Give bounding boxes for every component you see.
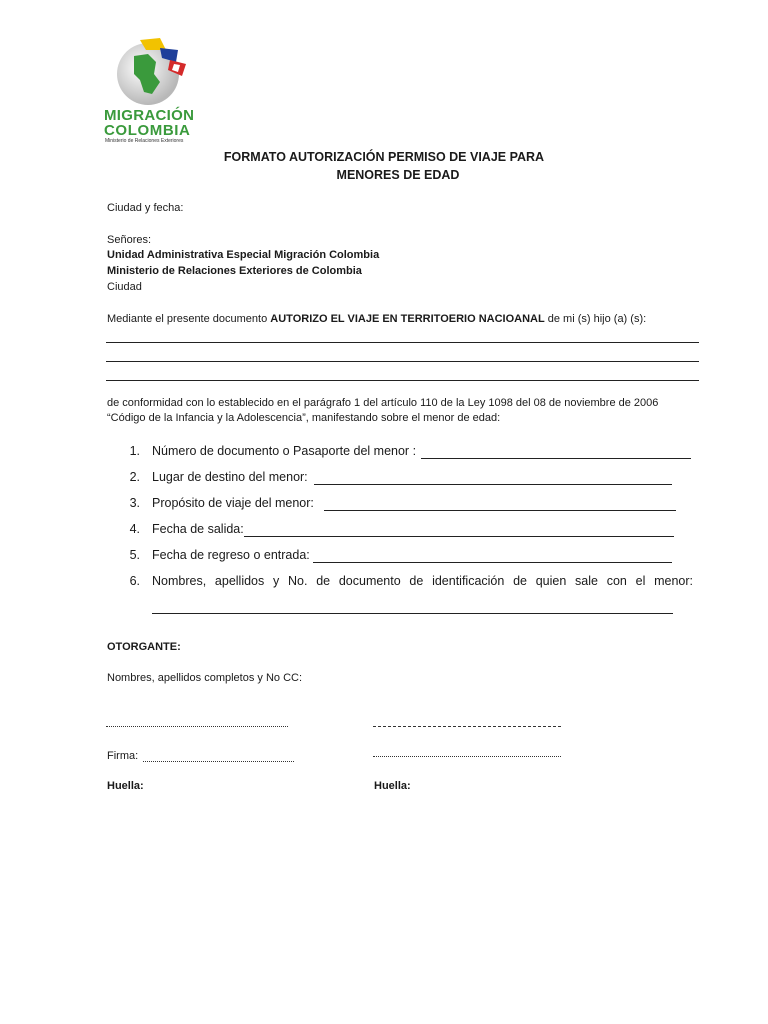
- authorization-suffix: de mi (s) hijo (a) (s):: [544, 313, 647, 325]
- document-title-line1: FORMATO AUTORIZACIÓN PERMISO DE VIAJE PARA: [223, 150, 545, 164]
- child-name-line-3[interactable]: [106, 380, 699, 381]
- recipient-line1: Unidad Administrativa Especial Migración Colombia: [107, 249, 380, 261]
- document-number-field[interactable]: [421, 458, 691, 459]
- item-number: 1.: [129, 444, 140, 458]
- child-name-line-1[interactable]: [106, 342, 699, 343]
- item-number: 4.: [129, 522, 140, 536]
- departure-date-field[interactable]: [244, 536, 674, 537]
- logo-text-migracion: MIGRACIÓN: [104, 107, 195, 124]
- fingerprint-label-right: Huella:: [374, 780, 411, 792]
- item-label-destination: Lugar de destino del menor:: [152, 470, 308, 484]
- authorization-bold: AUTORIZO EL VIAJE EN TERRITOERIO NACIOANAL: [270, 313, 545, 325]
- logo: [104, 34, 204, 144]
- signature-field-left[interactable]: [143, 761, 294, 762]
- document-title-line2: MENORES DE EDAD: [336, 168, 460, 182]
- grantor-name-line-right[interactable]: [373, 726, 561, 727]
- item-number: 3.: [129, 496, 140, 510]
- item-label-return-date: Fecha de regreso o entrada:: [152, 548, 310, 562]
- grantor-names-label: Nombres, apellidos completos y No CC:: [107, 672, 303, 684]
- item-label-departure-date: Fecha de salida:: [152, 522, 244, 536]
- conformity-line1: de conformidad con lo establecido en el parágrafo 1 del artículo 110 de la Ley 1098 del 08 de noviembre de 2006: [107, 397, 659, 409]
- authorization-statement: [107, 313, 646, 325]
- item-label-companion: Nombres, apellidos y No. de documento de identificación de quien sale con el menor:: [152, 574, 693, 588]
- salutation: Señores:: [107, 234, 152, 246]
- signature-field-right[interactable]: [373, 756, 561, 757]
- authorization-prefix: Mediante el presente documento: [107, 313, 271, 325]
- grantor-heading: OTORGANTE:: [107, 641, 181, 653]
- item-label-purpose: Propósito de viaje del menor:: [152, 496, 314, 510]
- purpose-field[interactable]: [324, 510, 676, 511]
- recipient-line2: Ministerio de Relaciones Exteriores de Colombia: [107, 265, 362, 277]
- globe-emblem-icon: [104, 34, 204, 109]
- destination-field[interactable]: [314, 484, 672, 485]
- item-number: 5.: [129, 548, 140, 562]
- fingerprint-label-left: Huella:: [107, 780, 144, 792]
- grantor-name-line-left[interactable]: [106, 726, 288, 727]
- item-label-document: Número de documento o Pasaporte del menor :: [152, 444, 417, 458]
- return-date-field[interactable]: [313, 562, 672, 563]
- city-date-label: Ciudad y fecha:: [107, 202, 184, 214]
- child-name-line-2[interactable]: [106, 361, 699, 362]
- companion-field[interactable]: [152, 613, 673, 614]
- item-number: 6.: [129, 574, 140, 588]
- conformity-line2: “Código de la Infancia y la Adolescencia”, manifestando sobre el menor de edad:: [107, 412, 501, 424]
- signature-label: Firma:: [107, 750, 139, 762]
- recipient-line3: Ciudad: [107, 281, 142, 293]
- logo-subtitle: Ministerio de Relaciones Exteriores: [105, 138, 184, 144]
- item-number: 2.: [129, 470, 140, 484]
- logo-text-colombia: COLOMBIA: [104, 122, 191, 139]
